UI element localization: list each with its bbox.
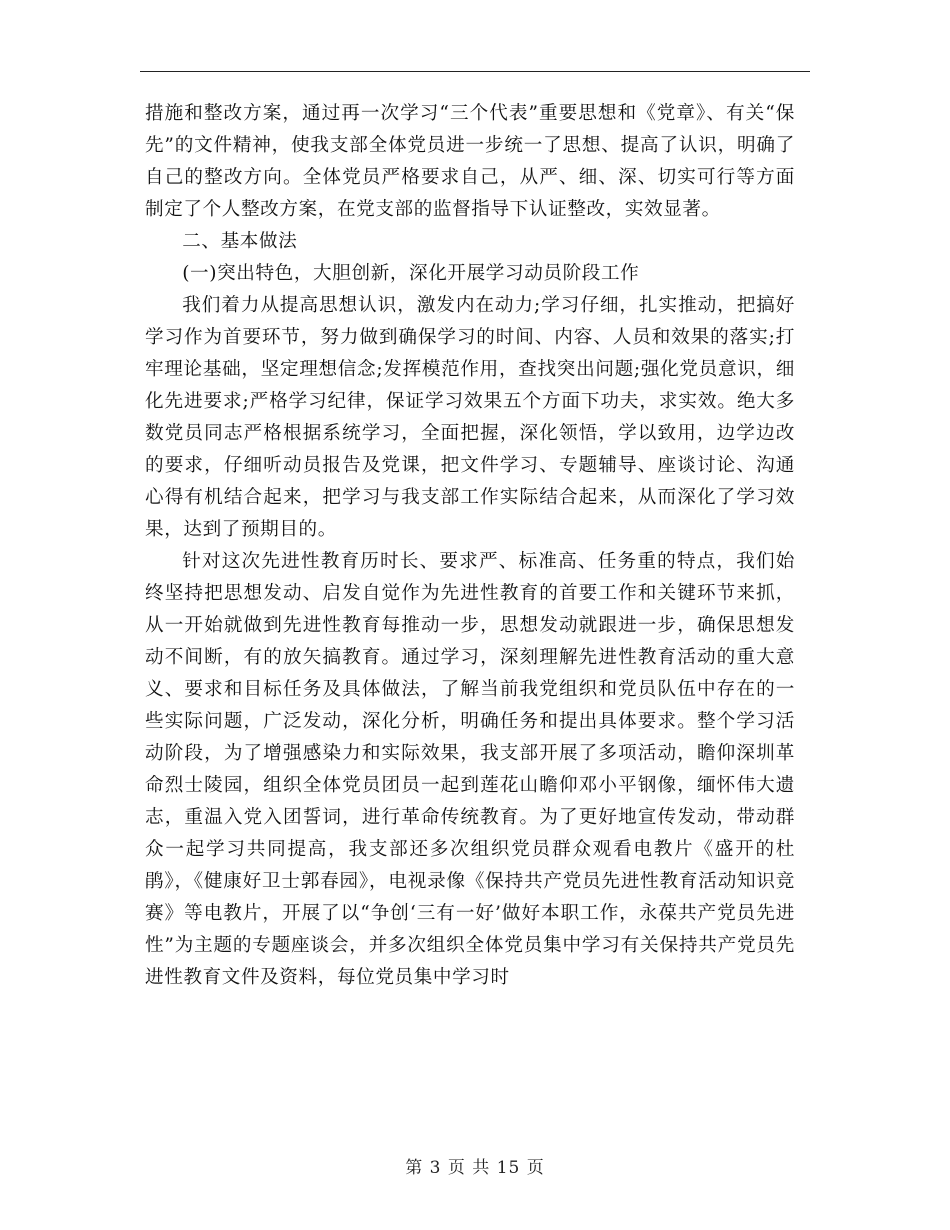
document-body <box>145 98 795 994</box>
footer-suffix: 页 <box>526 1158 545 1178</box>
paragraph-continuation: 措施和整改方案，通过再一次学习“三个代表”重要思想和《党章》、有关“保先”的文件精神，使我支部全体党员进一步统一了思想、提高了认识，明确了自己的整改方向。全体党员严格要求自己，从严、细、深、切实可行等方面制定了个人整改方案，在党支部的监督指导下认证整改，实效显著。 <box>145 103 795 220</box>
current-page-number: 3 <box>429 1158 442 1178</box>
subsection-heading: (一)突出特色，大胆创新，深化开展学习动员阶段工作 <box>182 263 640 284</box>
footer-prefix: 第 <box>405 1158 424 1178</box>
total-page-count: 15 <box>496 1158 521 1178</box>
footer-middle: 页 共 <box>447 1158 491 1178</box>
section-heading: 二、基本做法 <box>182 231 298 252</box>
paragraph-body: 我们着力从提高思想认识，激发内在动力;学习仔细，扎实推动，把搞好学习作为首要环节，努力做到确保学习的时间、内容、人员和效果的落实;打牢理论基础，坚定理想信念;发挥模范作用，查找突出问题;强化党员意识，细化先进要求;严格学习纪律，保证学习效果五个方面下功夫，求实效。绝大多数党员同志严格根据系统学习，全面把握，深化领悟，学以致用，边学边改的要求，仔细听动员报告及党课，把文件学习、专题辅导、座谈讨论、沟通心得有机结合起来，把学习与我支部工作实际结合起来，从而深化了学习效果，达到了预期目的。 <box>145 295 795 540</box>
paragraph-body: 针对这次先进性教育历时长、要求严、标准高、任务重的特点，我们始终坚持把思想发动、启发自觉作为先进性教育的首要工作和关键环节来抓，从一开始就做到先进性教育每推动一步，思想发动就跟进一步，确保思想发动不间断，有的放矢搞教育。通过学习，深刻理解先进性教育活动的重大意义、要求和目标任务及具体做法，了解当前我党组织和党员队伍中存在的一些实际问题，广泛发动，深化分析，明确任务和提出具体要求。整个学习活动阶段，为了增强感染力和实际效果，我支部开展了多项活动，瞻仰深圳革命烈士陵园，组织全体党员团员一起到莲花山瞻仰邓小平钢像，缅怀伟大遗志，重温入党入团誓词，进行革命传统教育。为了更好地宣传发动，带动群众一起学习共同提高，我支部还多次组织党员群众观看电教片《盛开的杜鹃》，《健康好卫士郭春园》，电视录像《保持共产党员先进性教育活动知识竞赛》等电教片，开展了以“争创‘三有一好’做好本职工作，永葆共产党员先进性”为主题的专题座谈会，并多次组织全体党员集中学习有关保持共产党员先进性教育文件及资料，每位党员集中学习时 <box>145 551 795 988</box>
page-footer <box>0 1153 950 1178</box>
header-rule <box>140 71 810 72</box>
